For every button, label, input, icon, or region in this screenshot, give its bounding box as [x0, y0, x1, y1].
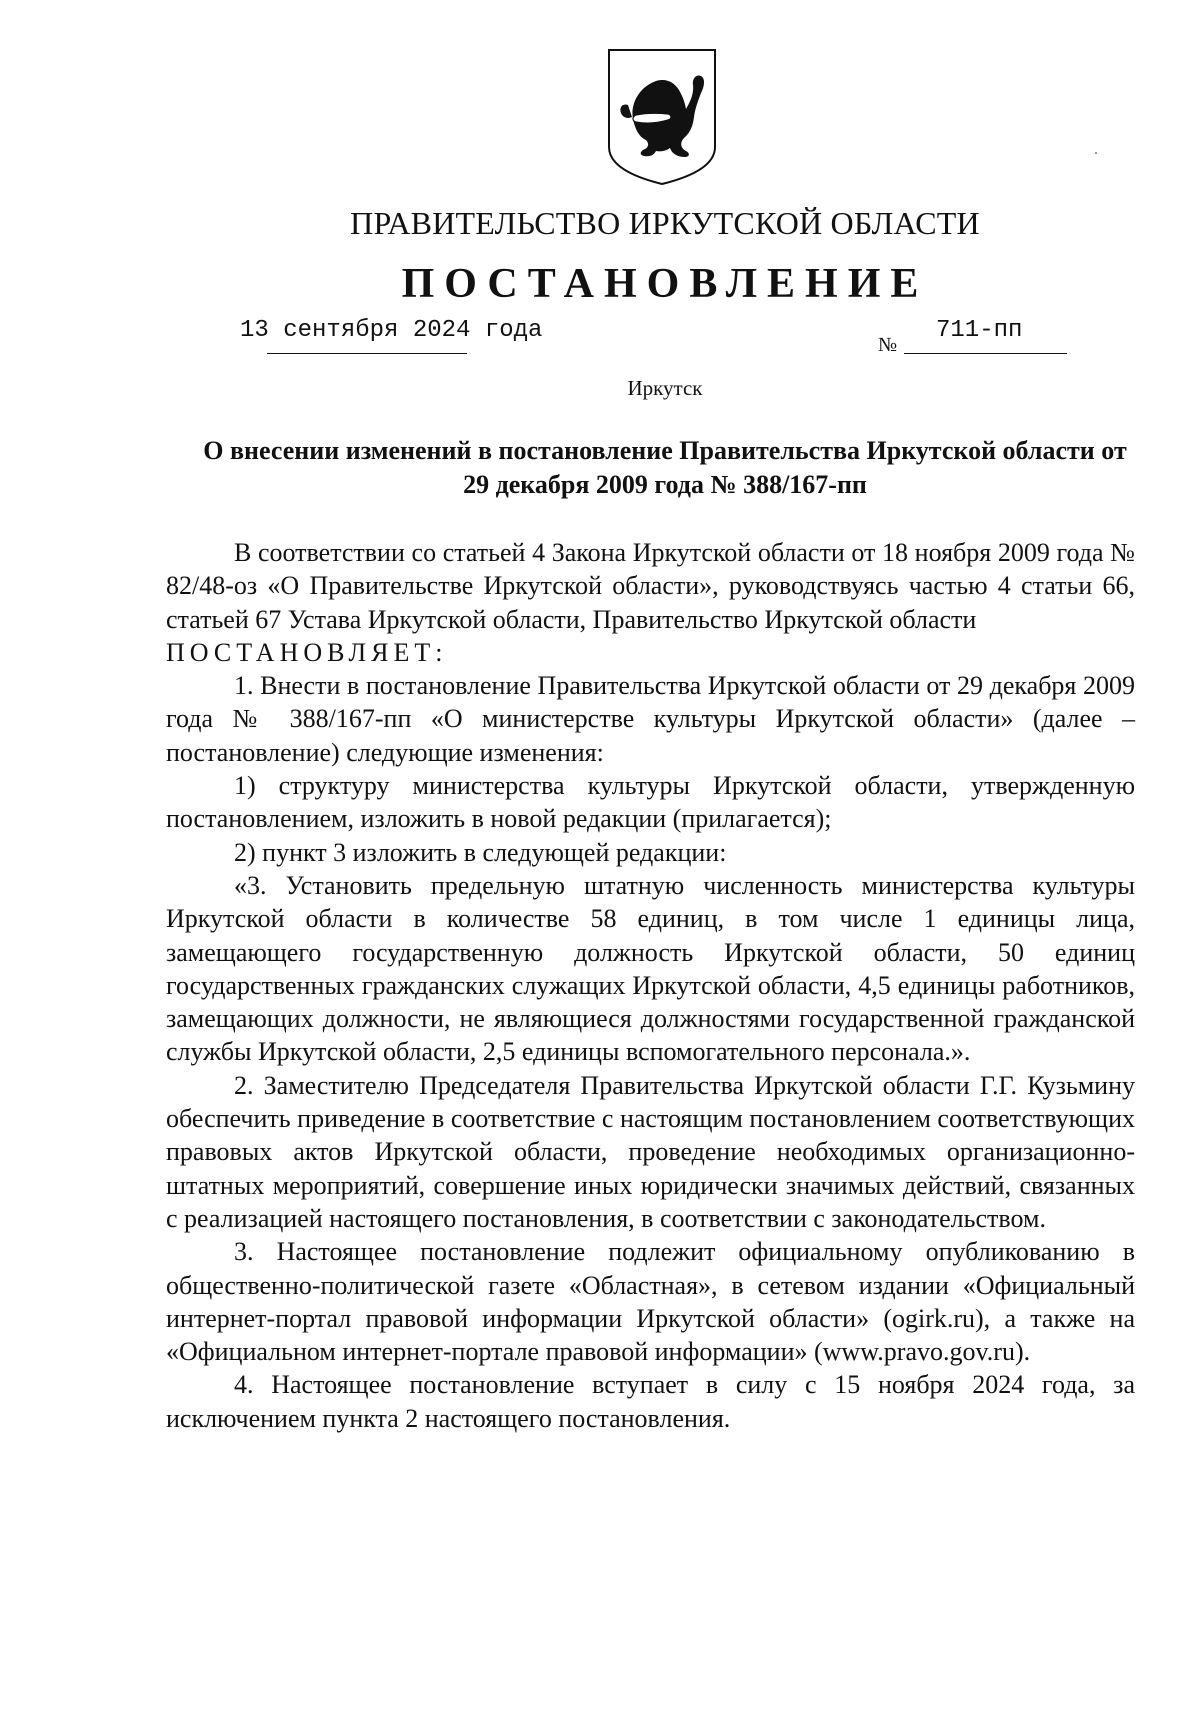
- decree-word: ПОСТАНОВЛЯЕТ:: [166, 637, 448, 667]
- government-name: ПРАВИТЕЛЬСТВО ИРКУТСКОЙ ОБЛАСТИ: [350, 205, 980, 241]
- document-date: 13 сентября 2024 года: [240, 317, 543, 344]
- paragraph-2: 2. Заместителю Председателя Правительства Иркутской области Г.Г. Кузьмину обеспечить приведение в соответствие с настоящим постановлением соответствующих правовых актов Иркутской области, проведение необходимых организационно-штатных мероприятий, совершение иных юридически значимых действий, связанных с реализацией настоящего постановления, в соответствии с законодательством.: [166, 1070, 1135, 1233]
- paragraph-1-item-2-text: «3. Установить предельную штатную численность министерства культуры Иркутской области в количестве 58 единиц, в том числе 1 единицы лица, замещающего государственную должность Иркутской области, 50 единиц государственных гражданских служащих Иркутской области, 4,5 единицы работников, замещающих должности, не являющиеся должностями государственной гражданской службы Иркутской области, 2,5 единицы вспомогательного персонала.».: [166, 870, 1135, 1067]
- number-label: №: [878, 334, 898, 356]
- paragraph-1: 1. Внести в постановление Правительства Иркутской области от 29 декабря 2009 года № 388/167-пп «О министерстве культуры Иркутской области» (далее – постановление) следующие изменения:: [166, 671, 1135, 767]
- irkutsk-coat-of-arms-icon: [606, 47, 718, 187]
- document-number: 711-пп: [936, 317, 1023, 344]
- intro-paragraph: В соответствии со статьей 4 Закона Иркутской области от 18 ноября 2009 года № 82/48-оз «О Правительстве Иркутской области», руководствуясь частью 4 статьи 66, статьей 67 Устава Иркутской области, Правительство Иркутской области: [166, 538, 1135, 634]
- paragraph-1-item-2: 2) пункт 3 изложить в следующей редакции:: [234, 837, 727, 867]
- document-body: [166, 536, 1135, 1435]
- paragraph-1-item-1: 1) структуру министерства культуры Иркутской области, утвержденную постановлением, изложить в новой редакции (прилагается);: [166, 771, 1135, 834]
- city-name: Иркутск: [627, 376, 703, 400]
- paragraph-4: 4. Настоящее постановление вступает в силу с 15 ноября 2024 года, за исключением пункта 2 настоящего постановления.: [166, 1370, 1135, 1433]
- paragraph-3: 3. Настоящее постановление подлежит официальному опубликованию в общественно-политической газете «Областная», в сетевом издании «Официальный интернет-портал правовой информации Иркутской области» (ogirk.ru), а также на «Официальном интернет-портале правовой информации» (www.pravo.gov.ru).: [166, 1237, 1135, 1367]
- document-type: ПОСТАНОВЛЕНИЕ: [401, 261, 929, 307]
- date-underline: [267, 353, 467, 354]
- number-underline: [904, 353, 1067, 354]
- document-title: О внесении изменений в постановление Правительства Иркутской области от 29 декабря 2009 года № 388/167-пп: [203, 436, 1127, 499]
- scan-speck: [1095, 152, 1097, 154]
